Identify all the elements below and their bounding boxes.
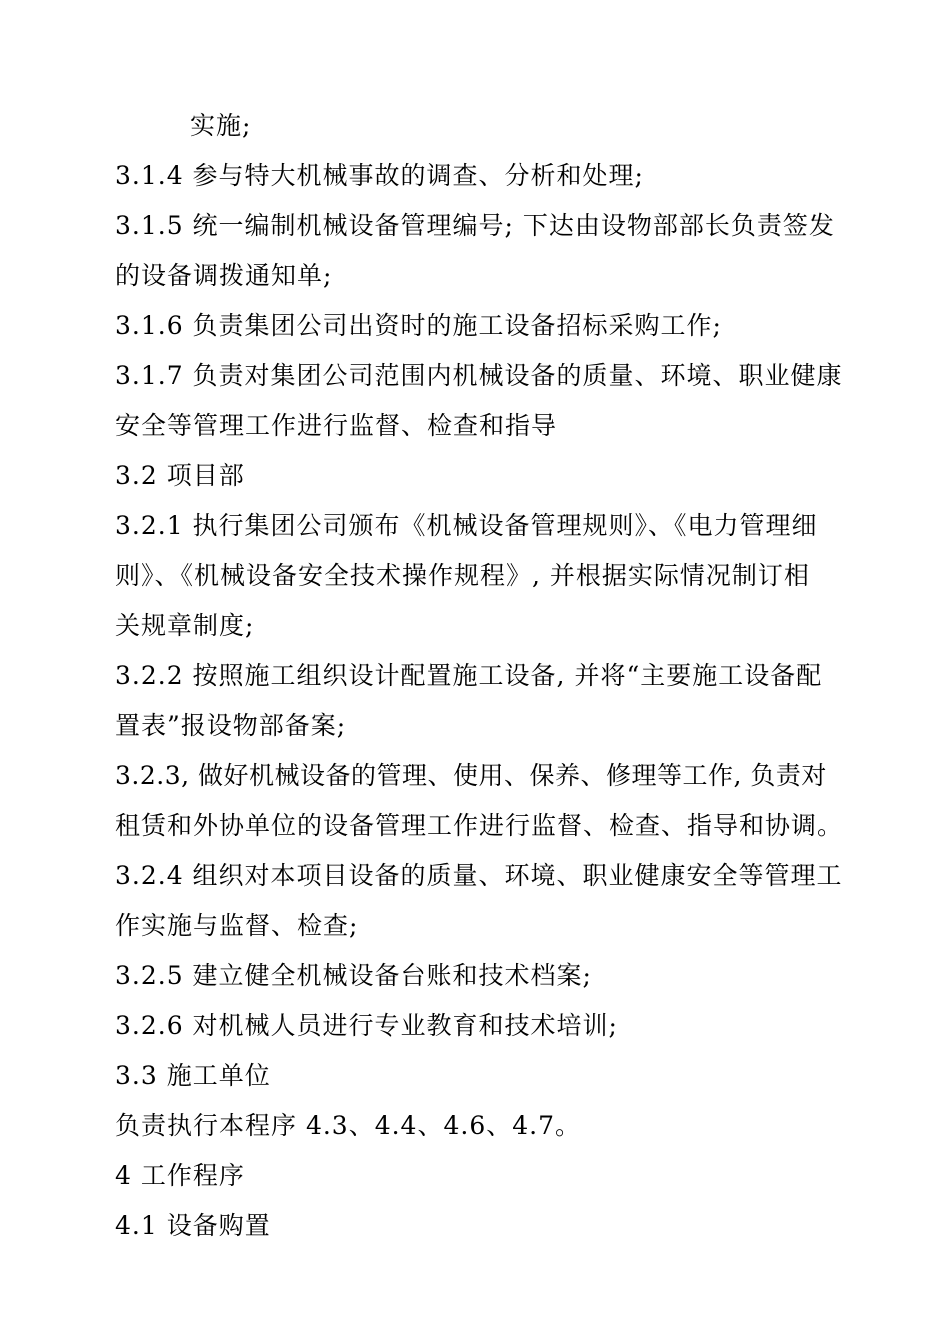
- text-line-3-2-3: 3.2.3, 做好机械设备的管理、使用、保养、修理等工作, 负责对: [115, 761, 827, 790]
- text-line-3-3-body: 负责执行本程序 4.3、4.4、4.6、4.7。: [115, 1111, 581, 1140]
- section-heading-4-1: 4.1 设备购置: [115, 1211, 271, 1240]
- text-line-3-2-4-cont: 作实施与监督、检查;: [115, 911, 359, 940]
- text-line-3-2-1-cont-1: 则》、《机械设备安全技术操作规程》, 并根据实际情况制订相: [115, 561, 810, 590]
- text-line-3-1-5-cont: 的设备调拨通知单;: [115, 261, 333, 290]
- section-heading-3-2: 3.2 项目部: [115, 461, 245, 490]
- section-heading-4: 4 工作程序: [115, 1161, 245, 1190]
- text-line-3-1-6: 3.1.6 负责集团公司出资时的施工设备招标采购工作;: [115, 311, 722, 340]
- text-line-3-2-6: 3.2.6 对机械人员进行专业教育和技术培训;: [115, 1011, 618, 1040]
- text-line-3-1-7-cont: 安全等管理工作进行监督、检查和指导: [115, 411, 558, 440]
- text-line-3-1-4: 3.1.4 参与特大机械事故的调查、分析和处理;: [115, 161, 644, 190]
- text-line-3-2-3-cont: 租赁和外协单位的设备管理工作进行监督、检查、指导和协调。: [115, 811, 844, 840]
- text-line-continuation: 实施;: [190, 111, 252, 140]
- text-line-3-1-5: 3.1.5 统一编制机械设备管理编号; 下达由设物部部长负责签发: [115, 211, 835, 240]
- text-line-3-2-1: 3.2.1 执行集团公司颁布《机械设备管理规则》、《电力管理细: [115, 511, 818, 540]
- text-line-3-1-7: 3.1.7 负责对集团公司范围内机械设备的质量、环境、职业健康: [115, 361, 843, 390]
- text-line-3-2-1-cont-2: 关规章制度;: [115, 611, 255, 640]
- text-line-3-2-5: 3.2.5 建立健全机械设备台账和技术档案;: [115, 961, 592, 990]
- text-line-3-2-2-cont: 置表”报设物部备案;: [115, 711, 347, 740]
- text-line-3-2-2: 3.2.2 按照施工组织设计配置施工设备, 并将“主要施工设备配: [115, 661, 823, 690]
- text-line-3-2-4: 3.2.4 组织对本项目设备的质量、环境、职业健康安全等管理工: [115, 861, 843, 890]
- section-heading-3-3: 3.3 施工单位: [115, 1061, 271, 1090]
